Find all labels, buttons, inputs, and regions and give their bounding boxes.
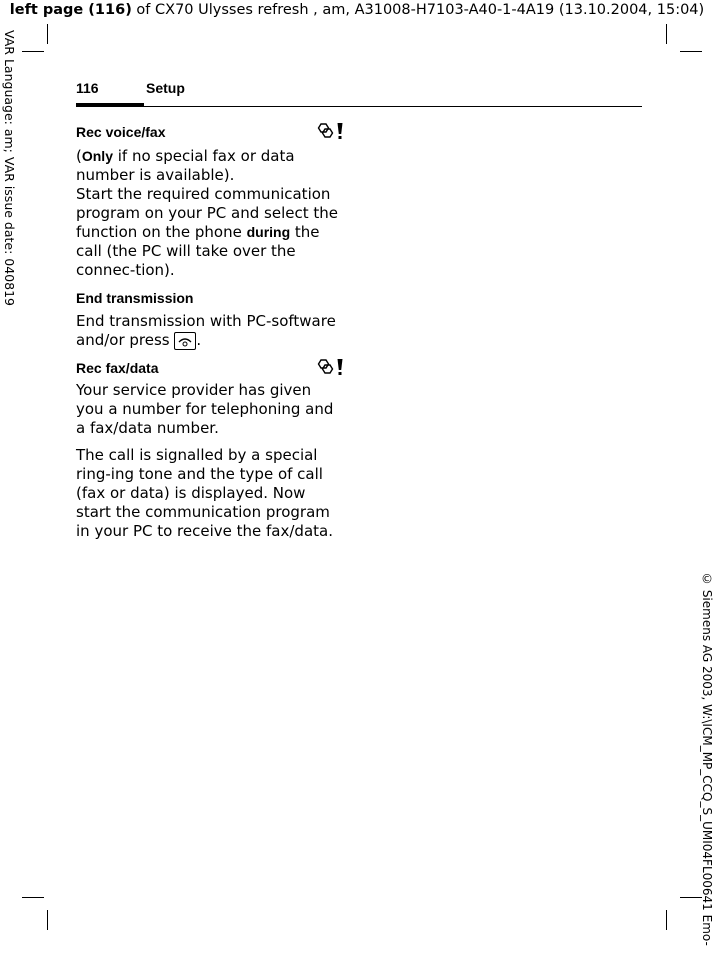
entry-title-rec-voice-fax (76, 122, 343, 142)
paragraph (76, 147, 343, 280)
print-header (0, 0, 714, 20)
crop-mark (666, 24, 667, 44)
page-content (76, 122, 343, 548)
paragraph: The call is signalled by a special ring-ing tone and the type of call (fax or data) is displayed. Now start the communication program in your PC to receive the fax/data. (76, 446, 333, 540)
crop-mark (47, 910, 48, 930)
page-number: 116 (76, 80, 99, 96)
entry-title-text: End transmission (76, 290, 194, 306)
side-note-right-text: © Siemens AG 2003, W:\ICM_MP_CCQ_S_UMI04FL00641 Emo- (700, 572, 714, 946)
crop-mark (666, 910, 667, 930)
crop-mark (22, 897, 44, 898)
entry-title-text: Rec fax/data (76, 360, 159, 376)
network-service-icon (315, 358, 335, 376)
entry-title-text: Rec voice/fax (76, 124, 166, 140)
network-service-icon (315, 122, 335, 140)
exclamation-icon (337, 122, 343, 140)
paragraph-text: End transmission with PC-software and/or press (76, 312, 336, 349)
section-title: Setup (146, 80, 185, 96)
paragraph-text: Start the required communication program on your PC and select the function on the phone (76, 185, 338, 241)
entry-title-rec-fax-data (76, 358, 343, 378)
side-note-right (698, 572, 714, 961)
emphasis-during: during (246, 224, 291, 240)
side-note-left (0, 30, 20, 330)
crop-mark (680, 51, 702, 52)
paragraph-text: . (196, 331, 202, 349)
exclamation-icon (337, 358, 343, 376)
paragraph-text: the call (the PC will take over the connec-tion). (76, 223, 320, 279)
crop-mark (22, 51, 44, 52)
paragraph-text: if no special fax or data number is available). (76, 147, 295, 184)
header-rule-thick (76, 103, 144, 107)
header-rule-thin (144, 106, 642, 107)
end-call-key-icon (174, 332, 196, 350)
emphasis-only: Only (81, 148, 113, 164)
open-paren: ( (76, 147, 82, 165)
paragraph: Your service provider has given you a number for telephoning and a fax/data number. (76, 381, 334, 437)
entry-title-end-transmission (76, 288, 343, 308)
paragraph (76, 312, 343, 350)
side-note-left-text: VAR Language: am; VAR issue date: 040819 (2, 30, 17, 306)
crop-mark (47, 24, 48, 44)
print-header-rest: of CX70 Ulysses refresh , am, A31008-H7103-A40-1-4A19 (13.10.2004, 15:04) (131, 2, 705, 18)
print-header-bold: left page (116) (9, 2, 132, 18)
